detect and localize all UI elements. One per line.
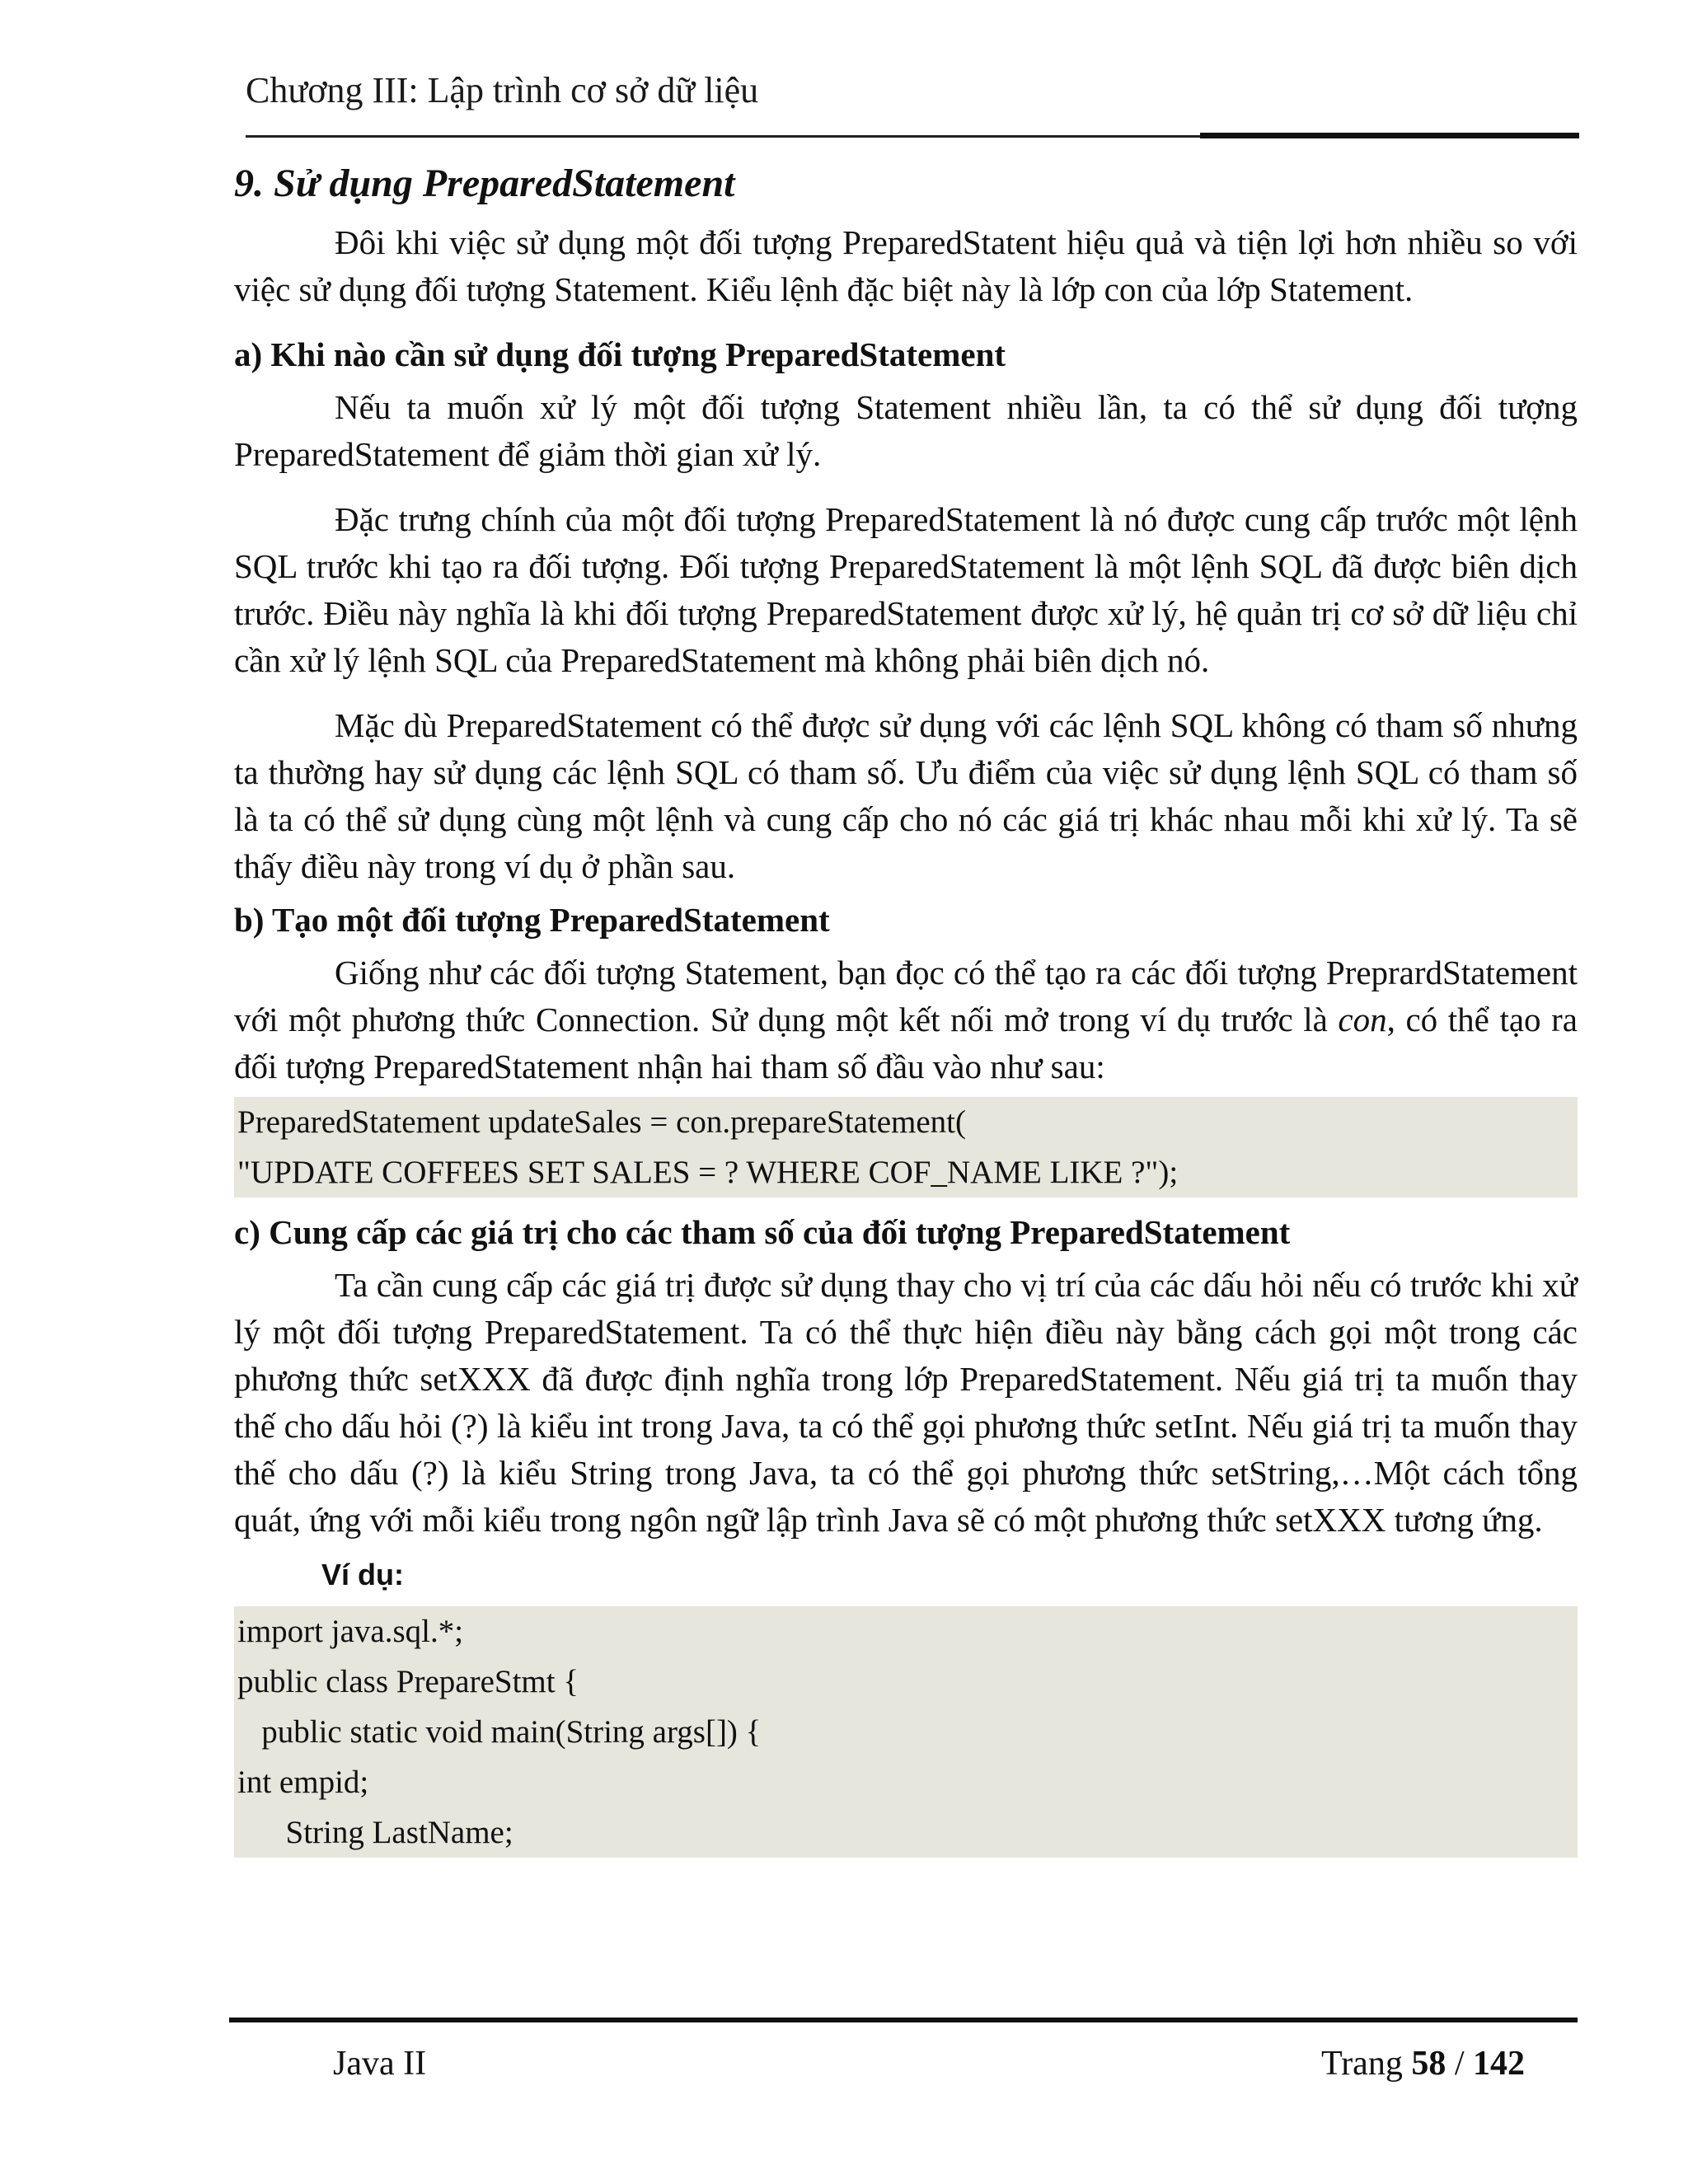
paragraph-b1-italic-con: con — [1338, 1001, 1387, 1038]
code-block-example — [234, 1606, 1578, 1858]
subsection-heading-a: a) Khi nào cần sử dụng đối tượng PreparedStatement — [234, 335, 1006, 373]
page-number-prefix: Trang — [1321, 2045, 1412, 2083]
code-block-prepare-statement — [234, 1097, 1578, 1197]
code-line: "UPDATE COFFEES SET SALES = ? WHERE COF_NAME LIKE ?"); — [237, 1155, 1179, 1190]
code-line: public class PrepareStmt { — [237, 1664, 579, 1699]
page-content — [234, 155, 1578, 1869]
paragraph-a1: Nếu ta muốn xử lý một đối tượng Statement nhiều lần, ta có thể sử dụng đối tượng PreparedStatement để giảm thời gian xử lý. — [234, 388, 1578, 473]
paragraph-b1-text-end: , có thể tạo ra đối tượng PreparedStatement nhận hai tham số đầu vào như sau: — [234, 1001, 1578, 1085]
section-title: 9. Sử dụng PreparedStatement — [234, 162, 735, 205]
paragraph-a3: Mặc dù PreparedStatement có thể được sử dụng với các lệnh SQL không có tham số nhưng ta thường hay sử dụng các lệnh SQL có tham số. Ưu điểm của việc sử dụng lệnh SQL có tham số là ta có thể sử dụng cùng một lệnh và cung cấp cho nó các giá trị khác nhau mỗi khi xử lý. Ta sẽ thấy điều này trong ví dụ ở phần sau. — [234, 706, 1578, 885]
page-number-current: 58 — [1411, 2045, 1447, 2083]
subsection-heading-b: b) Tạo một đối tượng PreparedStatement — [234, 901, 830, 939]
chapter-header: Chương III: Lập trình cơ sở dữ liệu — [246, 70, 759, 110]
footer-course-name: Java II — [333, 2045, 427, 2083]
code-line: String LastName; — [237, 1815, 513, 1850]
example-label: Ví dụ: — [321, 1558, 404, 1591]
subsection-heading-c: c) Cung cấp các giá trị cho các tham số của đối tượng PreparedStatement — [234, 1213, 1291, 1251]
paragraph-a2: Đặc trưng chính của một đối tượng PreparedStatement là nó được cung cấp trước một lệnh SQL trước khi tạo ra đối tượng. Đối tượng PreparedStatement là một lệnh SQL đã được biên dịch trước. Điều này nghĩa là khi đối tượng PreparedStatement được xử lý, hệ quản trị cơ sở dữ liệu chỉ cần xử lý lệnh SQL của PreparedStatement mà không phải biên dịch nó. — [234, 500, 1578, 679]
paragraph-b1 — [234, 949, 1578, 1090]
section-intro-paragraph: Đôi khi việc sử dụng một đối tượng PreparedStatent hiệu quả và tiện lợi hơn nhiều so với việc sử dụng đối tượng Statement. Kiểu lệnh đặc biệt này là lớp con của lớp Statement. — [234, 223, 1578, 308]
code-line: import java.sql.*; — [237, 1614, 464, 1649]
paragraph-c1: Ta cần cung cấp các giá trị được sử dụng thay cho vị trí của các dấu hỏi nếu có trước khi xử lý một đối tượng PreparedStatement. Ta có thể thực hiện điều này bằng cách gọi một trong các phương thức setXXX đã được định nghĩa trong lớp PreparedStatement. Nếu giá trị ta muốn thay thế cho dấu hỏi (?) là kiểu int trong Java, ta có thể gọi phương thức setInt. Nếu giá trị ta muốn thay thế cho dấu (?) là kiểu String trong Java, ta có thể gọi phương thức setString,…Một cách tổng quát, ứng với mỗi kiểu trong ngôn ngữ lập trình Java sẽ có một phương thức setXXX tương ứng. — [234, 1266, 1578, 1539]
header-divider — [246, 135, 1200, 138]
code-line: PreparedStatement updateSales = con.prepareStatement( — [237, 1104, 966, 1140]
footer-divider — [229, 2018, 1578, 2022]
page-number-separator: / — [1446, 2045, 1473, 2083]
paragraph-b1-text-start: Giống như các đối tượng Statement, bạn đọc có thể tạo ra các đối tượng PreprardStatement với một phương thức Connection. Sử dụng một kết nối mở trong ví dụ trước là — [234, 954, 1578, 1038]
page-number-total: 142 — [1473, 2045, 1525, 2083]
code-line: public static void main(String args[]) { — [237, 1714, 762, 1750]
header-divider-accent — [1200, 133, 1579, 138]
page-number — [1321, 2041, 1525, 2087]
code-line: int empid; — [237, 1765, 369, 1800]
